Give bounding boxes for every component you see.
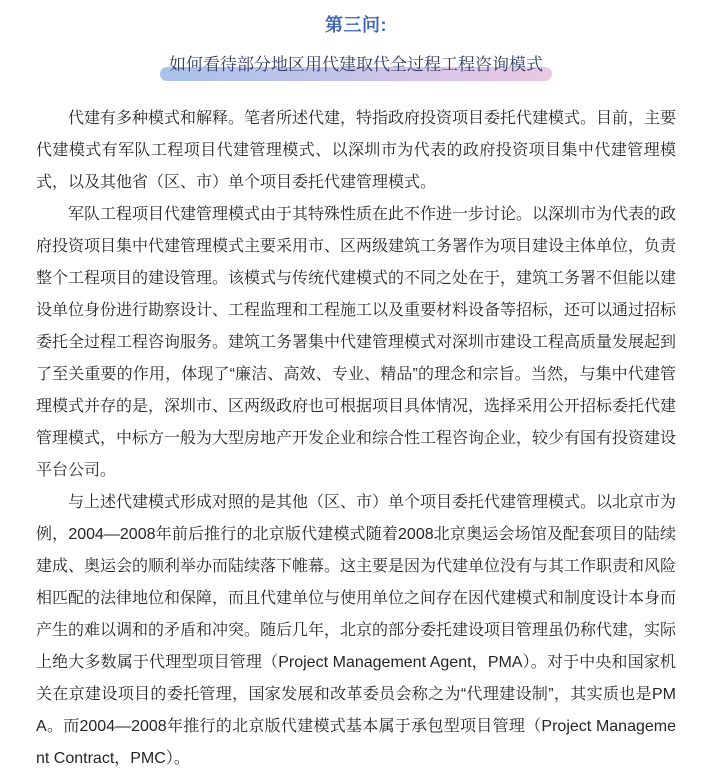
page-subtitle: [169, 53, 543, 77]
paragraph-3: 与上述代建模式形成对照的是其他（区、市）单个项目委托代建管理模式。以北京市为例，2004—2008年前后推行的北京版代建模式随着2008北京奥运会场馆及配套项目的陆续建成、奥运会的顺利举办而陆续落下帷幕。这主要是因为代建单位没有与其工作职责和风险相匹配的法律地位和保障，而且代建单位与使用单位之间存在因代建模式和制度设计本身而产生的难以调和的矛盾和冲突。随后几年，北京的部分委托建设项目管理虽仍称代建，实际上绝大多数属于代理型项目管理（Project Management Agent，PMA）。对于中央和国家机关在京建设项目的委托管理，国家发展和改革委员会称之为“代理建设制”，其实质也是PMA。而2004—2008年推行的北京版代建模式基本属于承包型项目管理（Project Management Contract，PMC）。: [36, 494, 677, 767]
page-title: 第三问:: [325, 15, 387, 35]
subtitle-row: [36, 53, 676, 77]
subtitle-text: 如何看待部分地区用代建取代全过程工程咨询模式: [169, 55, 543, 74]
article-body: [36, 103, 676, 775]
paragraph-2: 军队工程项目代建管理模式由于其特殊性质在此不作进一步讨论。以深圳市为代表的政府投资项目集中代建管理模式主要采用市、区两级建筑工务署作为项目建设主体单位，负责整个工程项目的建设管理。该模式与传统代建模式的不同之处在于，建筑工务署不但能以建设单位身份进行勘察设计、工程监理和工程施工以及重要材料设备等招标，还可以通过招标委托全过程工程咨询服务。建筑工务署集中代建管理模式对深圳市建设工程高质量发展起到了至关重要的作用，体现了“廉洁、高效、专业、精品”的理念和宗旨。当然，与集中代建管理模式并存的是，深圳市、区两级政府也可根据项目具体情况，选择采用公开招标委托代建管理模式，中标方一般为大型房地产开发企业和综合性工程咨询企业，较少有国有投资建设平台公司。: [36, 206, 677, 479]
paragraph-1: 代建有多种模式和解释。笔者所述代建，特指政府投资项目委托代建模式。目前，主要代建模式有军队工程项目代建管理模式、以深圳市为代表的政府投资项目集中代建管理模式，以及其他省（区、市）单个项目委托代建管理模式。: [36, 110, 677, 191]
